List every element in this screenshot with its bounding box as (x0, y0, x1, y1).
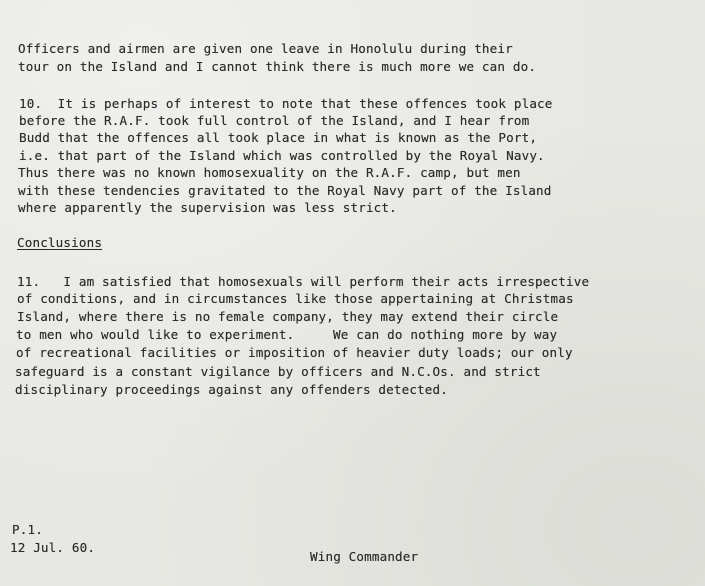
paragraph-10-line: Thus there was no known homosexuality on the R.A.F. camp, but men (18, 165, 521, 180)
conclusions-heading: Conclusions (17, 235, 103, 250)
paragraph-10-line: where apparently the supervision was less strict. (18, 200, 397, 215)
document-date: 12 Jul. 60. (10, 540, 96, 555)
paragraph-10-line: before the R.A.F. took full control of the Island, and I hear from (19, 113, 530, 128)
paragraph-10-line: with these tendencies gravitated to the Royal Navy part of the Island (18, 183, 552, 198)
signature-title: Wing Commander (310, 549, 419, 564)
paragraph-10-line: Budd that the offences all took place in what is known as the Port, (19, 130, 538, 145)
text-line: Officers and airmen are given one leave in Honolulu during their (18, 41, 513, 56)
paragraph-11-line: 11. I am satisfied that homosexuals will perform their acts irrespective (17, 274, 590, 289)
paragraph-11-line: of conditions, and in circumstances like those appertaining at Christmas (17, 291, 574, 306)
paragraph-11-line: disciplinary proceedings against any offenders detected. (15, 382, 448, 397)
paragraph-11-line: Island, where there is no female company, they may extend their circle (17, 309, 559, 324)
paragraph-11-line: of recreational facilities or imposition of heavier duty loads; our only (16, 345, 573, 360)
reference-code: P.1. (12, 522, 43, 537)
paragraph-11-line: to men who would like to experiment. We can do nothing more by way (16, 327, 558, 342)
paragraph-10-line: 10. It is perhaps of interest to note that these offences took place (19, 96, 553, 111)
text-line: tour on the Island and I cannot think there is much more we can do. (18, 59, 537, 74)
paragraph-10-line: i.e. that part of the Island which was controlled by the Royal Navy. (19, 148, 545, 163)
paragraph-11-line: safeguard is a constant vigilance by officers and N.C.Os. and strict (15, 364, 541, 379)
